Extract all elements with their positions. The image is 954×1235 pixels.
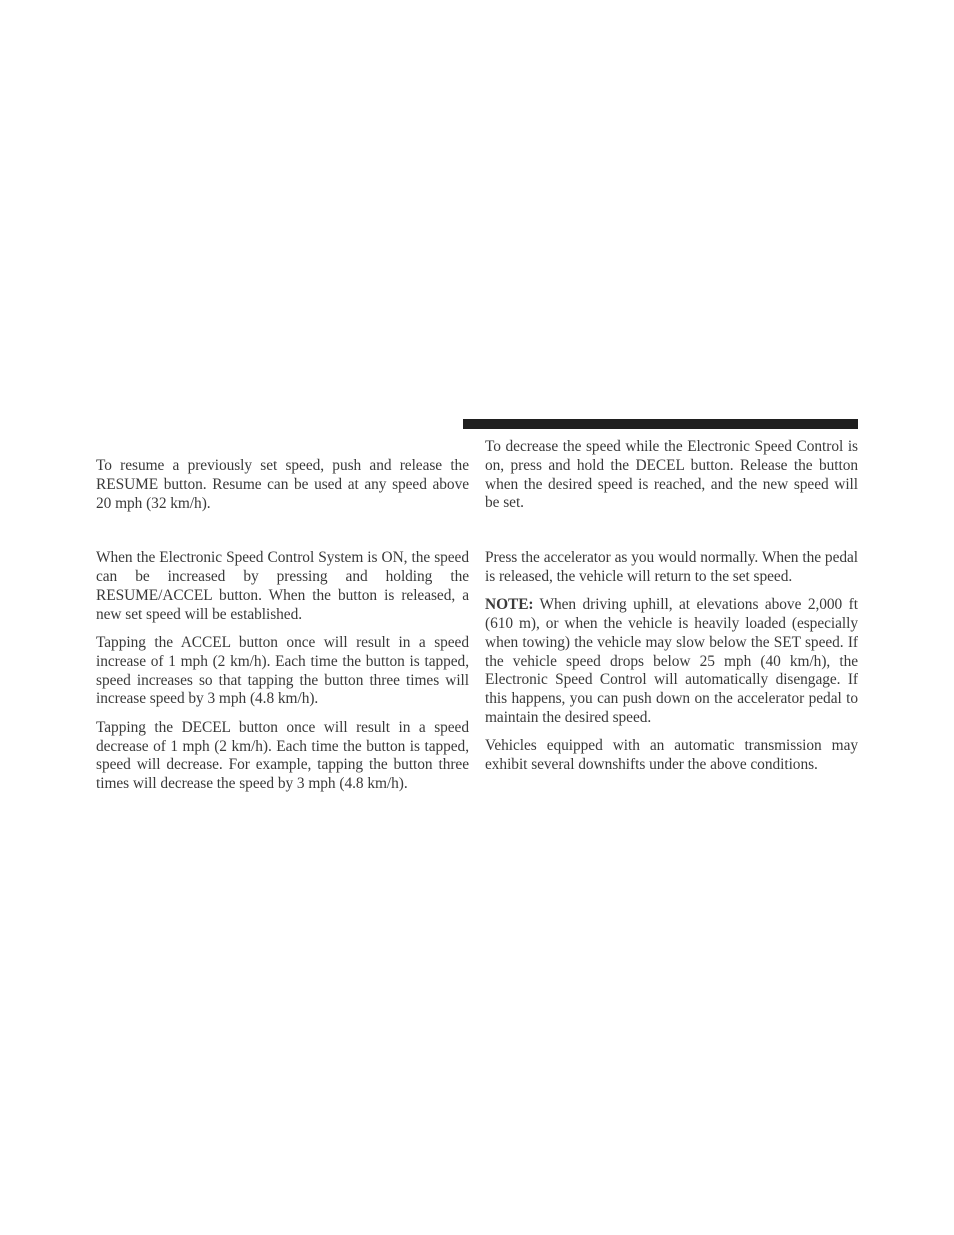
left-column xyxy=(96,457,469,794)
resume-paragraph: To resume a previously set speed, push and release the RESUME button. Resume can be used at any speed above 20 mph (32 km/h). xyxy=(96,457,469,512)
downshift-paragraph: Vehicles equipped with an automatic transmission may exhibit several downshifts under the above conditions. xyxy=(485,737,858,774)
tap-decel-paragraph: Tapping the DECEL button once will result in a speed decrease of 1 mph (2 km/h). Each time the button is tapped, speed will decrease. For example, tapping the button three times will decrease the speed by 3 mph (4.8 km/h). xyxy=(96,718,469,793)
note-paragraph xyxy=(485,596,858,728)
section-header-rule xyxy=(463,419,858,429)
accelerator-paragraph: Press the accelerator as you would normally. When the pedal is released, the vehicle will return to the set speed. xyxy=(485,549,858,585)
note-text: When driving uphill, at elevations above 2,000 ft (610 m), or when the vehicle is heavily loaded (especially when towing) the vehicle may slow below the SET speed. If the vehicle speed drops below 25 mph (40 km/h), the Electronic Speed Control will automatically disengage. If this happens, you can push down on the accelerator pedal to maintain the desired speed. xyxy=(485,596,858,727)
note-label: NOTE: xyxy=(485,596,534,614)
right-column xyxy=(485,438,858,775)
tap-accel-paragraph: Tapping the ACCEL button once will result in a speed increase of 1 mph (2 km/h). Each time the button is tapped, speed increases so that tapping the button three times will increase speed by 3 mph (4.8 km/h). xyxy=(96,634,469,708)
accel-paragraph: When the Electronic Speed Control System is ON, the speed can be increased by pressing and holding the RESUME/ACCEL button. When the button is released, a new set speed will be established. xyxy=(96,549,469,623)
decel-paragraph: To decrease the speed while the Electronic Speed Control is on, press and hold the DECEL button. Release the button when the desired speed is reached, and the new speed will be set. xyxy=(485,438,858,512)
